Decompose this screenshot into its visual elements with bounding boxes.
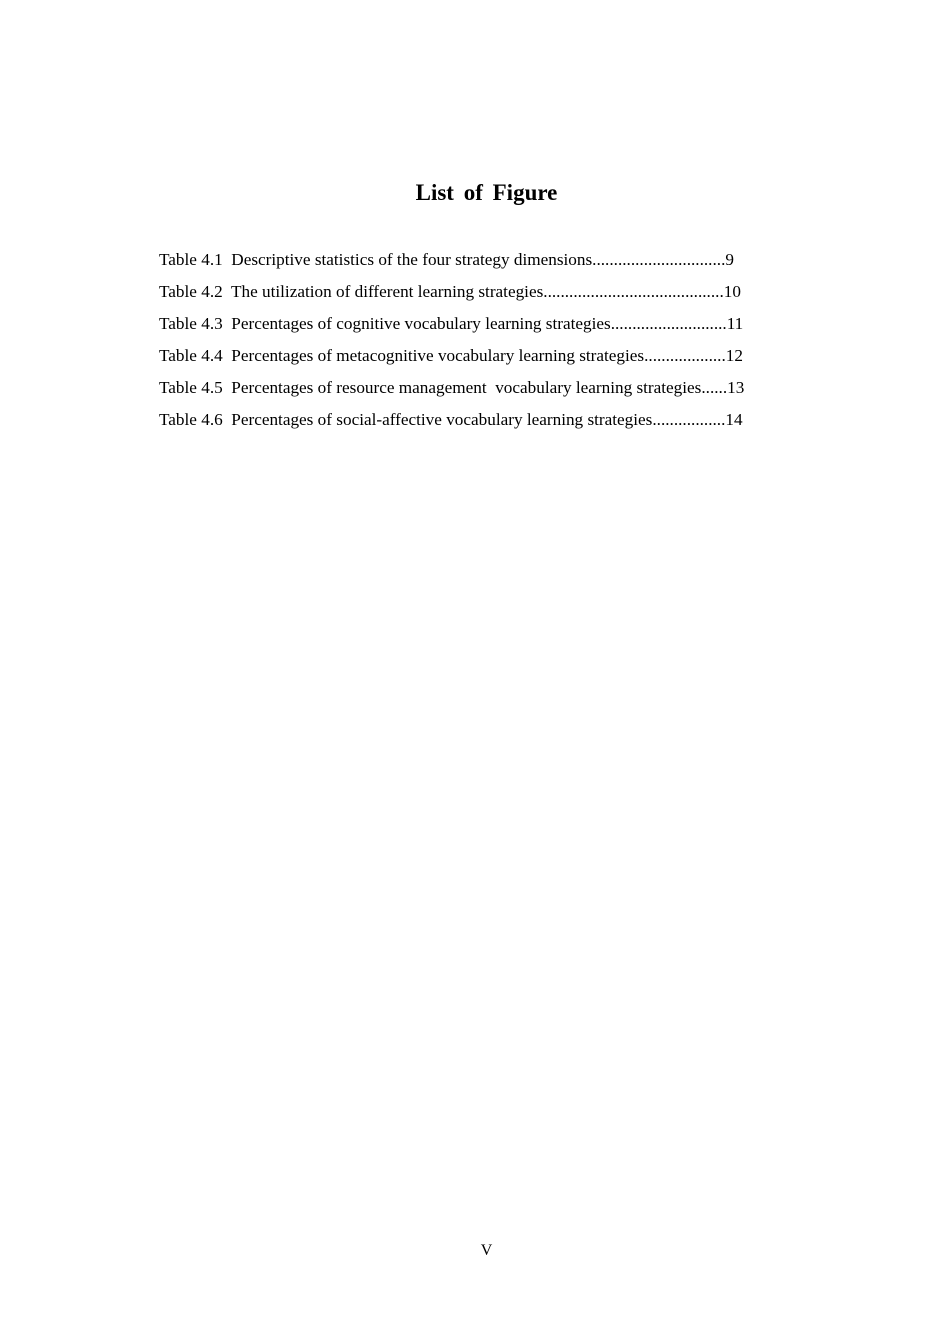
list-item-table-4-2: Table 4.2 The utilization of different learning strategies..........................................10 <box>159 282 741 301</box>
list-item-table-4-4: Table 4.4 Percentages of metacognitive vocabulary learning strategies...................12 <box>159 346 743 365</box>
list-item-table-4-3: Table 4.3 Percentages of cognitive vocabulary learning strategies...........................11 <box>159 314 744 333</box>
list-item-table-4-1: Table 4.1 Descriptive statistics of the four strategy dimensions...............................9 <box>159 250 734 269</box>
page-number: V <box>480 1242 493 1259</box>
figure-list <box>159 246 819 438</box>
page-title: List of Figure <box>415 180 558 205</box>
list-item-table-4-6: Table 4.6 Percentages of social-affective vocabulary learning strategies.................14 <box>159 410 743 429</box>
list-item-table-4-5: Table 4.5 Percentages of resource management vocabulary learning strategies......13 <box>159 378 745 397</box>
